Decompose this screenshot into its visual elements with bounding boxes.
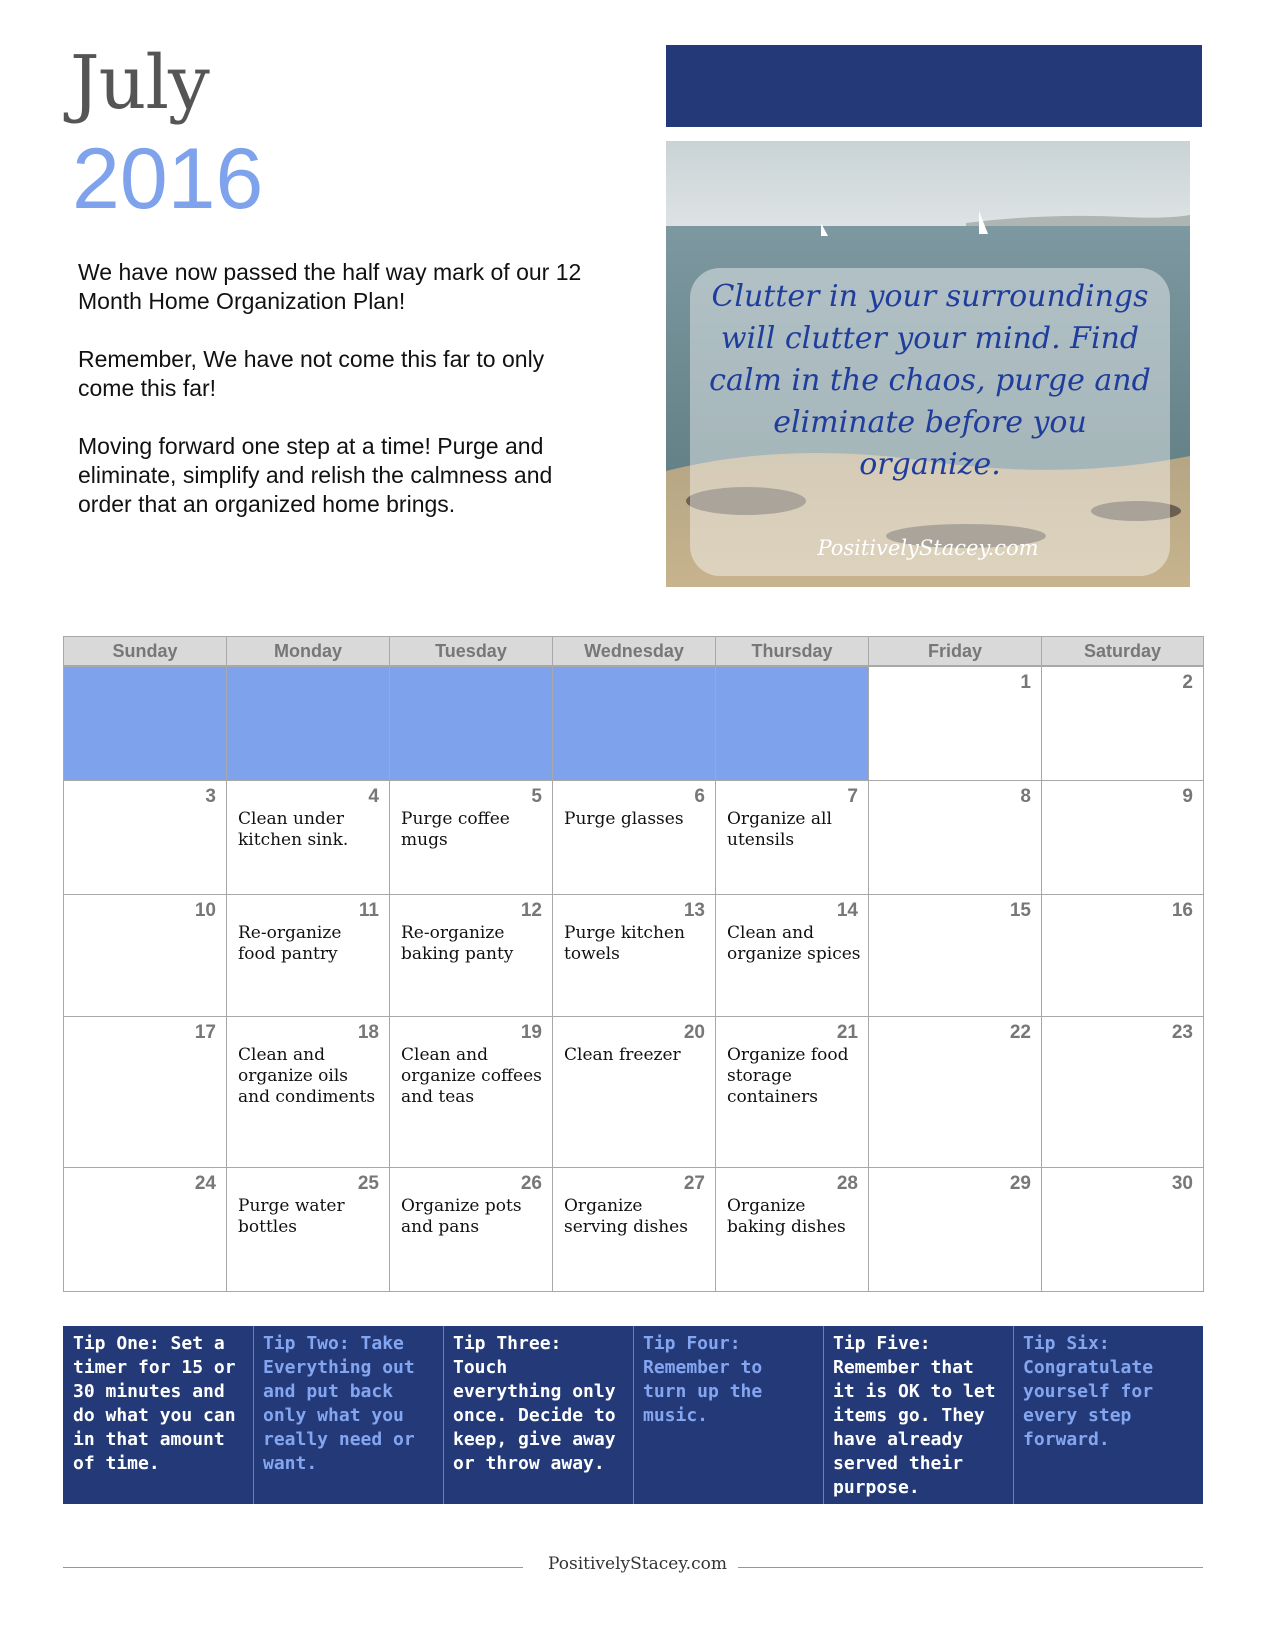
day-header: Sunday xyxy=(63,636,227,666)
day-number: 7 xyxy=(847,786,858,807)
day-cell xyxy=(552,780,716,895)
day-number: 17 xyxy=(194,1022,216,1043)
day-header: Thursday xyxy=(715,636,869,666)
day-cell xyxy=(389,894,553,1017)
day-cell xyxy=(715,894,869,1017)
empty-day-cell xyxy=(226,666,390,781)
day-cell xyxy=(1041,1016,1204,1168)
day-cell xyxy=(868,1016,1042,1168)
day-number: 28 xyxy=(836,1173,858,1194)
photo-watermark: PositivelyStacey.com xyxy=(817,536,1039,560)
tip-divider xyxy=(1013,1326,1014,1504)
day-task: Purge glasses xyxy=(564,809,684,829)
day-number: 13 xyxy=(683,900,705,921)
day-cell xyxy=(226,894,390,1017)
day-task: Clean and organize oils and condiments xyxy=(238,1045,376,1107)
day-task: Clean freezer xyxy=(564,1045,681,1065)
day-cell xyxy=(868,666,1042,781)
tip-divider xyxy=(823,1326,824,1504)
day-number: 2 xyxy=(1182,672,1193,693)
day-header: Saturday xyxy=(1041,636,1204,666)
day-cell xyxy=(226,1167,390,1292)
day-task: Purge water bottles xyxy=(238,1196,345,1237)
day-number: 24 xyxy=(194,1173,216,1194)
day-number: 26 xyxy=(520,1173,542,1194)
day-number: 29 xyxy=(1009,1173,1031,1194)
day-cell xyxy=(389,780,553,895)
day-task: Clean under kitchen sink. xyxy=(238,809,349,850)
day-number: 15 xyxy=(1009,900,1031,921)
day-task: Organize pots and pans xyxy=(401,1196,522,1237)
day-number: 1 xyxy=(1020,672,1031,693)
tip-2: Tip Two: Take Everything out and put back only what you really need or want. xyxy=(263,1333,415,1474)
day-cell xyxy=(389,1016,553,1168)
day-task: Organize food storage containers xyxy=(727,1045,849,1107)
day-task: Clean and organize spices xyxy=(727,923,861,964)
day-cell xyxy=(226,1016,390,1168)
tip-divider xyxy=(253,1326,254,1504)
day-task: Purge kitchen towels xyxy=(564,923,685,964)
day-cell xyxy=(63,1016,227,1168)
day-cell xyxy=(552,894,716,1017)
day-number: 23 xyxy=(1171,1022,1193,1043)
day-number: 10 xyxy=(194,900,216,921)
quote-photo xyxy=(666,141,1190,587)
day-cell xyxy=(63,1167,227,1292)
day-cell xyxy=(63,894,227,1017)
header-banner xyxy=(666,45,1202,127)
day-cell xyxy=(1041,894,1204,1017)
day-cell xyxy=(868,1167,1042,1292)
intro-paragraph: We have now passed the half way mark of our 12 Month Home Organization Plan! xyxy=(78,259,582,314)
day-number: 30 xyxy=(1171,1173,1193,1194)
quote-text: Clutter in your surroundings will clutter your mind. Find calm in the chaos, purge and eliminate before you organize. xyxy=(709,279,1151,482)
tips-bar xyxy=(63,1326,1203,1504)
day-number: 12 xyxy=(520,900,542,921)
day-task: Clean and organize coffees and teas xyxy=(401,1045,542,1107)
day-header: Monday xyxy=(226,636,390,666)
day-task: Purge coffee mugs xyxy=(401,809,510,850)
intro-text xyxy=(78,258,598,548)
tip-6: Tip Six: Congratulate yourself for every step forward. xyxy=(1023,1333,1154,1450)
day-number: 22 xyxy=(1009,1022,1031,1043)
day-cell xyxy=(715,780,869,895)
day-number: 20 xyxy=(683,1022,705,1043)
day-task: Organize all utensils xyxy=(727,809,832,850)
day-number: 14 xyxy=(836,900,858,921)
month-title: July xyxy=(70,40,209,126)
day-cell xyxy=(389,1167,553,1292)
day-task: Organize serving dishes xyxy=(564,1196,688,1237)
empty-day-cell xyxy=(389,666,553,781)
empty-day-cell xyxy=(715,666,869,781)
day-task: Re-organize baking panty xyxy=(401,923,514,964)
day-cell xyxy=(715,1016,869,1168)
day-number: 3 xyxy=(205,786,216,807)
day-cell xyxy=(552,1016,716,1168)
day-task: Re-organize food pantry xyxy=(238,923,342,964)
day-cell xyxy=(868,894,1042,1017)
day-number: 21 xyxy=(836,1022,858,1043)
day-number: 19 xyxy=(520,1022,542,1043)
day-number: 5 xyxy=(531,786,542,807)
day-header: Tuesday xyxy=(389,636,553,666)
footer-site: PositivelyStacey.com xyxy=(548,1554,727,1574)
tip-5: Tip Five: Remember that it is OK to let items go. They have already served their purpose. xyxy=(833,1333,996,1498)
day-cell xyxy=(1041,780,1204,895)
day-cell xyxy=(715,1167,869,1292)
day-number: 4 xyxy=(368,786,379,807)
day-cell xyxy=(226,780,390,895)
day-number: 16 xyxy=(1171,900,1193,921)
intro-paragraph: Moving forward one step at a time! Purge and eliminate, simplify and relish the calmness and order that an organized home brings. xyxy=(78,433,553,517)
day-task: Organize baking dishes xyxy=(727,1196,846,1237)
tip-1: Tip One: Set a timer for 15 or 30 minutes and do what you can in that amount of time. xyxy=(73,1333,236,1474)
empty-day-cell xyxy=(63,666,227,781)
day-cell xyxy=(1041,666,1204,781)
empty-day-cell xyxy=(552,666,716,781)
tip-3: Tip Three: Touch everything only once. Decide to keep, give away or throw away. xyxy=(453,1333,616,1474)
tip-4: Tip Four: Remember to turn up the music. xyxy=(643,1333,763,1426)
day-number: 6 xyxy=(694,786,705,807)
day-number: 25 xyxy=(357,1173,379,1194)
year-title: 2016 xyxy=(72,131,264,227)
day-number: 8 xyxy=(1020,786,1031,807)
tip-divider xyxy=(633,1326,634,1504)
day-number: 27 xyxy=(683,1173,705,1194)
day-number: 11 xyxy=(358,900,379,921)
calendar-grid xyxy=(63,636,1203,1291)
day-cell xyxy=(1041,1167,1204,1292)
day-header: Friday xyxy=(868,636,1042,666)
tip-divider xyxy=(443,1326,444,1504)
day-number: 18 xyxy=(357,1022,379,1043)
day-cell xyxy=(868,780,1042,895)
day-number: 9 xyxy=(1182,786,1193,807)
day-header: Wednesday xyxy=(552,636,716,666)
day-cell xyxy=(552,1167,716,1292)
intro-paragraph: Remember, We have not come this far to only come this far! xyxy=(78,346,545,401)
day-cell xyxy=(63,780,227,895)
